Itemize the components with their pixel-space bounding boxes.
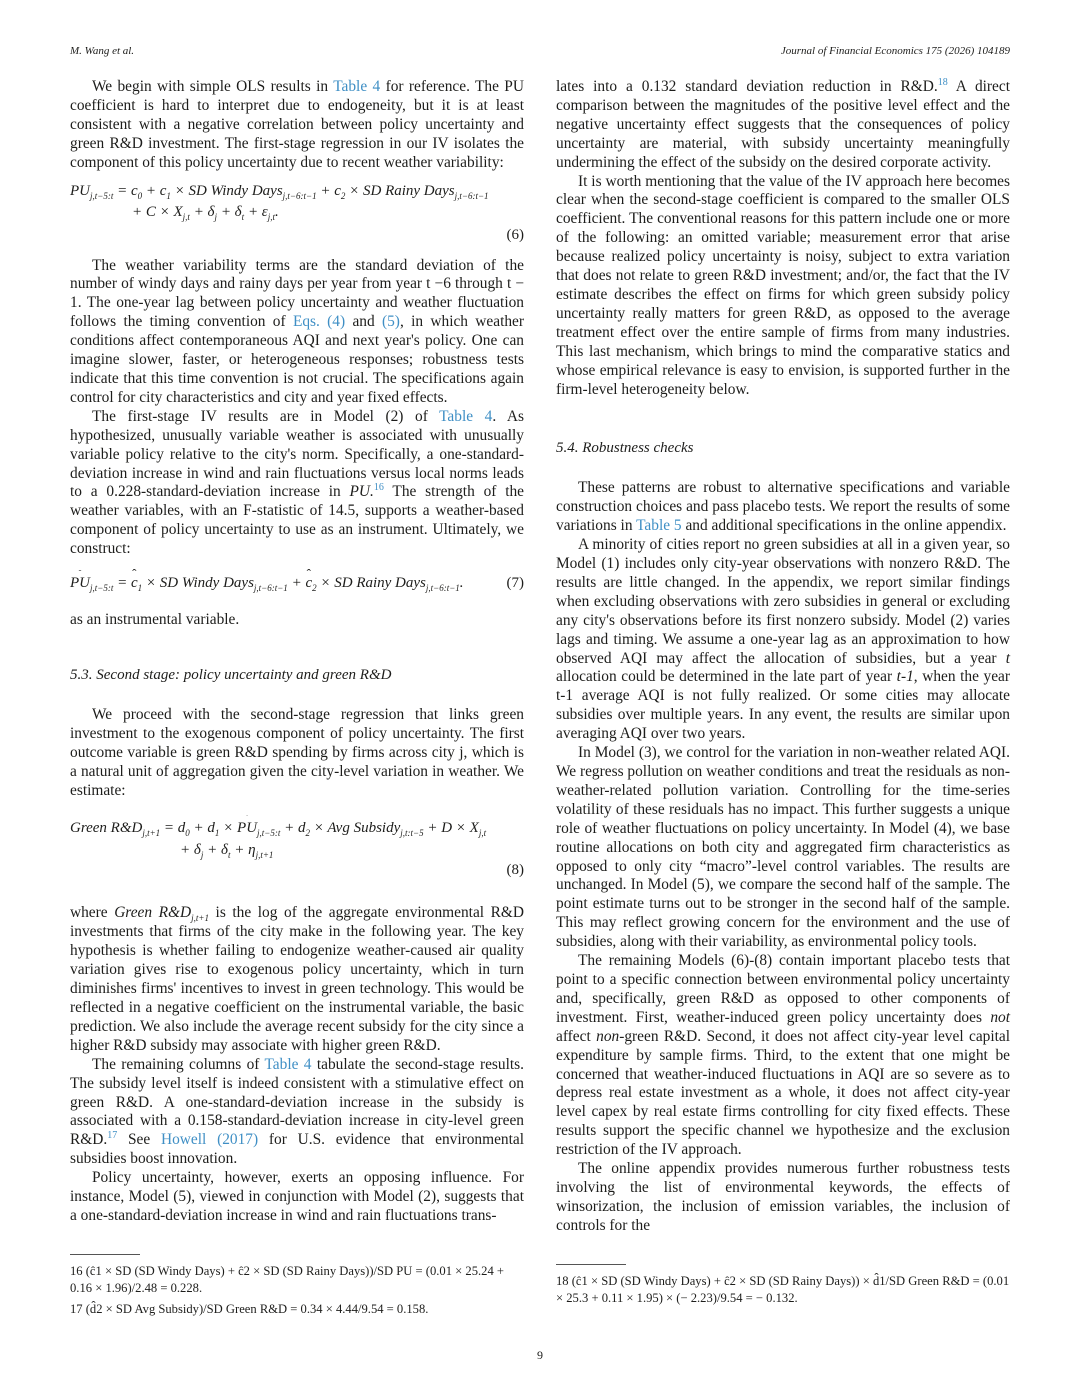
- section-5-3-title: 5.3. Second stage: policy uncertainty and green R&D: [70, 666, 392, 683]
- equation-7-number: (7): [506, 575, 524, 592]
- footnote-18-marker[interactable]: 18: [937, 76, 948, 88]
- table-5-link[interactable]: Table 5: [636, 517, 682, 535]
- running-header-journal: Journal of Financial Economics 175 (2026) 104189: [780, 45, 1010, 57]
- paragraph-second-stage: We proceed with the second-stage regression that links green investment to the exogenous component of policy uncertainty. The first outcome variable is green R&D spending by firms across city j, which is a natural unit of aggregation given the city-level variation in weather. We estimate:: [70, 705, 524, 799]
- table-4-link[interactable]: Table 4: [264, 1055, 312, 1073]
- paragraph-online-appendix: The online appendix provides numerous further robustness tests involving the list of environmental keywords, the effects of winsorization, the inclusion of emission variables, the inclusion of controls for the: [556, 1160, 1010, 1234]
- table-4-link[interactable]: Table 4: [333, 78, 381, 95]
- footnote-16-marker[interactable]: 16: [373, 482, 384, 494]
- eq-4-link[interactable]: Eqs. (4): [292, 313, 346, 331]
- paragraph-iv-value: It is worth mentioning that the value of the IV approach here becomes clear when the second-stage coefficient is compared to the smaller OLS coefficient. The conventional reasons for this pattern include one or more of the following: an omitted variable; measurement error that arise because realized policy uncertainty is noisy, subject to extra variation that does not relate to green R&D investment; and/or, the fact that the IV estimate describes the effect on firms for which green subsidy policy uncertainty really matters for green R&D, as opposed to the average treatment effect over the entire sample of firms from many industries. This last mechanism, which brings to mind the comparative statics and whose empirical relevance is easy to envision, is supported further in the firm-level heterogeneity below.: [556, 172, 1010, 398]
- equation-8-number: (8): [506, 862, 524, 879]
- footnote-18: 18 (ĉ1 × SD (SD Windy Days) + ĉ2 × SD (SD Rainy Days)) × d̂1/SD Green R&D = (0.01 × 25.3 + 0.11 × 1.95) × (− 2.23)/9.54 = − 0.132.: [556, 1273, 1010, 1305]
- paragraph-weather-variability: The weather variability terms are the standard deviation of the number of windy days and rainy days per year from year t −6 through t − 1. The one-year lag between policy uncertainty and weather fluctuation follows the timing convention of Eqs. (4) and (5), in which weather conditions affect contemporaneous AQI and next year's policy. One can imagine slower, faster, or heterogeneous responses; robustness tests indicate that this time convention is not crucial. The specifications again control for city characteristics and city and year fixed effects.: [70, 256, 525, 406]
- paragraph-outcome-definition: where Green $R\&D_{j,t+1}$ is the log of the aggregate environmental R&D investments that firms of the city make in the following year. The key hypothesis is whether failing to endogenize weather-caused air quality variation gives rise to exogenous policy uncertainty, which in turn diminishes firms' incentives to invest in green technology. This would be reflected in a negative coefficient on the instrumental variable, the basic prediction. We also include the average recent subsidy for the city since a higher R&D subsidy may associate with higher green R&D.: [70, 904, 524, 1054]
- section-5-4-title: 5.4. Robustness checks: [556, 440, 694, 457]
- equation-6-number: (6): [506, 226, 524, 243]
- footnote-rule: [70, 1254, 140, 1255]
- paragraph-second-stage-results: The remaining columns of Table 4 tabulate the second-stage results. The subsidy level itself is indeed consistent with a stimulative effect on green R&D. A one-standard-deviation increase in the subsidy is associated with a 0.158-standard-deviation increase in city-level green R&D.$^{17}$ See Howell (2017) for U.S. evidence that environmental subsidies boost innovation.: [70, 1055, 525, 1168]
- paragraph-placebo-tests: The remaining Models (6)-(8) contain important placebo tests that point to a specific connection between environmental policy uncertainty and, specifically, green R&D as opposed to other components of investment. First, weather-induced green policy uncertainty does not affect non-green R&D. Second, it does not affect city-year level capital expenditure by sample firms. Third, to the extent that one might be concerned that weather-induced fluctuations in AQI are so severe as to depress real estate investment as a whole, it does not affect city-year level capex by real estate firms controlling for city fixed effects. These results support the specific channel we hypothesize and the exclusion restriction of the IV approach.: [556, 952, 1011, 1159]
- paragraph-model-1-2: A minority of cities report no green subsidies at all in a given year, so Model (1) includes only city-year observations with nonzero R&D. The results are little changed. In the appendix, we report similar findings when excluding observations with zero subsidies in general or excluding any city's observations before its first nonzero subsidy. Model (2) varies lags and timing. We assume a one-year lag as an approximation to how observed AQI may affect the allocation of subsidies, but a year t allocation could be determined in the late part of year t-1, when the year t-1 average AQI is not fully realized. Or some cities may allocate subsidies over multiple years. In any event, the results are similar upon averaging AQI over two years.: [556, 536, 1010, 743]
- equation-6: $PU_{j,t-5:t} = c_0 + c_1$ × SD Windy Days$_{j,t-6:t-1}$ + $c_2$ × SD Rainy Days$_{j,t-6:t-1}$ + $C \times X_{j,t} + \delta_j + \delta_t + \varepsilon_{j,t}$. (6): [70, 182, 524, 243]
- footnotes-right: [556, 1264, 1010, 1307]
- footnote-17-marker[interactable]: 17: [107, 1130, 118, 1142]
- right-column: [556, 78, 1010, 1307]
- paragraph-ols-intro: We begin with simple OLS results in Table 4 for reference. The PU coefficient is hard to interpret due to endogeneity, but it is at least consistent with a negative correlation between policy uncertainty and green R&D investment. The first-stage regression in our IV isolates the component of this policy uncertainty due to recent weather variability:: [70, 78, 524, 171]
- paragraph-reduction: lates into a 0.132 standard deviation reduction in R&D.$^{18}$ A direct comparison between the magnitudes of the positive level effect and the negative uncertainty effect suggests that the consequences of policy uncertainty are material, with subsidy uncertainty meaningfully undermining the effect of the subsidy on the desired corporate activity.: [556, 76, 1010, 171]
- eq-5-link[interactable]: (5): [381, 313, 400, 331]
- footnote-17: 17 (d̂2 × SD Avg Subsidy)/SD Green R&D = 0.34 × 4.44/9.54 = 0.158.: [70, 1301, 429, 1316]
- howell-2017-link[interactable]: Howell (2017): [161, 1131, 259, 1149]
- footnote-rule: [556, 1264, 626, 1265]
- running-header-authors: M. Wang et al.: [70, 45, 135, 57]
- left-column: [70, 78, 524, 1318]
- paragraph-model-3-5: In Model (3), we control for the variation in non-weather related AQI. We regress pollution on weather conditions and treat the residuals as non-weather-related pollution variation. Controlling for the time-series volatility of these residuals has no impact. This further suggests a unique role of weather fluctuations on policy uncertainty. In Model (4), we base routine allocations on both city and aggregated firm characteristics as opposed to only city “macro”-level control variables. The results are unchanged. In Model (5), we compare the second half of the sample. The point estimate turns out to be stronger in the second half of the sample. This may reflect growing concern for the environment and the use of subsidies, along with their variability, as environmental policy tools.: [556, 744, 1010, 951]
- footnote-16: 16 (ĉ1 × SD (SD Windy Days) + ĉ2 × SD (SD Rainy Days))/SD PU = (0.01 × 25.24 + 0.16 × 1.96)/2.48 = 0.228.: [70, 1263, 505, 1295]
- paragraph-first-stage: The first-stage IV results are in Model (2) of Table 4. As hypothesized, unusually variable weather is associated with unusually variable policy relative to the city's norm. Specifically, a one-standard-deviation increase in wind and rain fluctuations versus local norms leads to a 0.228-standard-deviation increase in PU.$^{16}$ The strength of the weather variables, with an F-statistic of 14.5, supports a weather-based component of policy uncertainty to use as an instrument. Ultimately, we construct:: [70, 407, 525, 558]
- paragraph-instrument: as an instrumental variable.: [70, 611, 240, 629]
- paragraph-robustness-intro: These patterns are robust to alternative specifications and variable construction choices and pass placebo tests. We report the results of some variations in Table 5 and additional specifications in the online appendix.: [556, 479, 1010, 535]
- page-number: 9: [537, 1348, 543, 1362]
- footnotes-left: [70, 1254, 524, 1318]
- table-4-link[interactable]: Table 4: [439, 407, 493, 425]
- equation-8: Green $R\&D_{j,t+1} = d_0 + d_1 \times PU_{j,t-5:t} + d_2$ × Avg Subsidy$_{j,t:t-5}$ + $D \times X_{j,t}$ + $\delta_j + \delta_t + \eta_{j,t+1}$ (8): [70, 820, 524, 879]
- paragraph-policy-uncertainty: Policy uncertainty, however, exerts an opposing influence. For instance, Model (5), viewed in conjunction with Model (2), suggests that a one-standard-deviation increase in wind and rain fluctuations trans-: [70, 1169, 524, 1224]
- equation-7: $PU_{j,t-5:t}$ = ˆ $c_1$ × SD Windy Days$_{j,t-6:t-1}$ + ˆ $c_2$ × SD Rainy Days$_{j,t-6:t-1}$. (7): [70, 573, 524, 595]
